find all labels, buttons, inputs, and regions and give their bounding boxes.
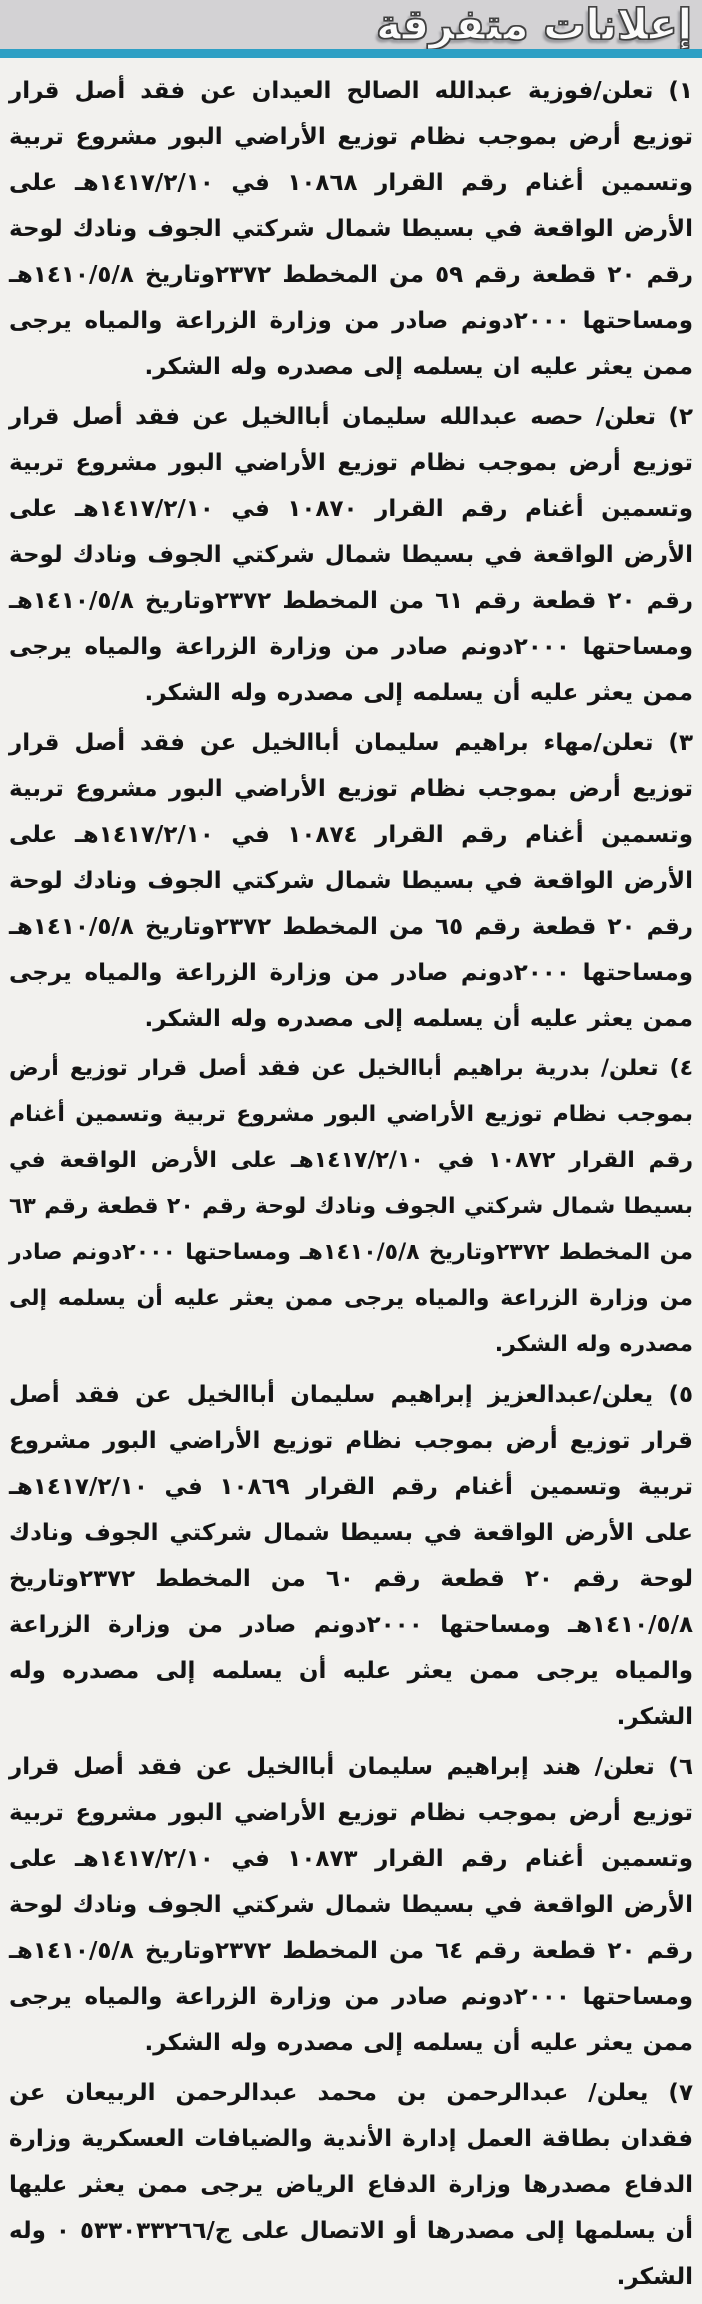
- announcement-7: ٧) يعلن/ عبدالرحمن بن محمد عبدالرحمن الربيعان عن فقدان بطاقة العمل إدارة الأندية والضيافات العسكرية وزارة الدفاع مصدرها وزارة الدفاع الرياض يرجى ممن يعثر عليها أن يسلمها إلى مصدرها أو الاتصال على ج/٥٣٣٠٣٣٢٦٦ ٠ وله الشكر.: [9, 2080, 694, 2290]
- section-title: إعلانات متفرقة: [376, 0, 692, 49]
- announcement-6: ٦) تعلن/ هند إبراهيم سليمان أباالخيل عن فقد أصل قرار توزيع أرض بموجب نظام توزيع الأراضي البور مشروع تربية وتسمين أغنام رقم القرار ١٠٨٧٣ في ١٤١٧/٢/١٠هـ على الأرض الواقعة في بسيطا شمال شركتي الجوف ونادك لوحة رقم ٢٠ قطعة رقم ٦٤ من المخطط ٢٣٧٢وتاريخ ١٤١٠/٥/٨هـ ومساحتها ٢٠٠٠دونم صادر من وزارة الزراعة والمياه يرجى ممن يعثر عليه أن يسلمه إلى مصدره وله الشكر.: [9, 1754, 694, 2056]
- announcement-5: ٥) يعلن/عبدالعزيز إبراهيم سليمان أباالخيل عن فقد أصل قرار توزيع أرض بموجب نظام توزيع الأراضي البور مشروع تربية وتسمين أغنام رقم القرار ١٠٨٦٩ في ١٤١٧/٢/١٠هـ على الأرض الواقعة في بسيطا شمال شركتي الجوف ونادك لوحة رقم ٢٠ قطعة رقم ٦٠ من المخطط ٢٣٧٢وتاريخ ١٤١٠/٥/٨هـ ومساحتها ٢٠٠٠دونم صادر من وزارة الزراعة والمياه يرجى ممن يعثر عليه أن يسلمه إلى مصدره وله الشكر.: [9, 1382, 694, 1730]
- section-header: [0, 0, 702, 49]
- announcement-2: ٢) تعلن/ حصه عبدالله سليمان أباالخيل عن فقد أصل قرار توزيع أرض بموجب نظام توزيع الأراضي البور مشروع تربية وتسمين أغنام رقم القرار ١٠٨٧٠ في ١٤١٧/٢/١٠هـ على الأرض الواقعة في بسيطا شمال شركتي الجوف ونادك لوحة رقم ٢٠ قطعة رقم ٦١ من المخطط ٢٣٧٢وتاريخ ١٤١٠/٥/٨هـ ومساحتها ٢٠٠٠دونم صادر من وزارة الزراعة والمياه يرجى ممن يعثر عليه أن يسلمه إلى مصدره وله الشكر.: [9, 404, 694, 706]
- teal-divider: [0, 49, 702, 58]
- announcement-1: ١) تعلن/فوزية عبدالله الصالح العيدان عن فقد أصل قرار توزيع أرض بموجب نظام توزيع الأراضي البور مشروع تربية وتسمين أغنام رقم القرار ١٠٨٦٨ في ١٤١٧/٢/١٠هـ على الأرض الواقعة في بسيطا شمال شركتي الجوف ونادك لوحة رقم ٢٠ قطعة رقم ٥٩ من المخطط ٢٣٧٢وتاريخ ١٤١٠/٥/٨هـ ومساحتها ٢٠٠٠دونم صادر من وزارة الزراعة والمياه يرجى ممن يعثر عليه ان يسلمه إلى مصدره وله الشكر.: [9, 78, 694, 380]
- announcement-4: ٤) تعلن/ بدرية براهيم أباالخيل عن فقد أصل قرار توزيع أرض بموجب نظام توزيع الأراضي البور مشروع تربية وتسمين أغنام رقم القرار ١٠٨٧٢ في ١٤١٧/٢/١٠هـ على الأرض الواقعة في بسيطا شمال شركتي الجوف ونادك لوحة رقم ٢٠ قطعة رقم ٦٣ من المخطط ٢٣٧٢وتاريخ ١٤١٠/٥/٨هـ ومساحتها ٢٠٠٠دونم صادر من وزارة الزراعة والمياه يرجى ممن يعثر عليه أن يسلمه إلى مصدره وله الشكر.: [9, 1056, 694, 1357]
- announcement-3: ٣) تعلن/مهاء براهيم سليمان أباالخيل عن فقد أصل قرار توزيع أرض بموجب نظام توزيع الأراضي البور مشروع تربية وتسمين أغنام رقم القرار ١٠٨٧٤ في ١٤١٧/٢/١٠هـ على الأرض الواقعة في بسيطا شمال شركتي الجوف ونادك لوحة رقم ٢٠ قطعة رقم ٦٥ من المخطط ٢٣٧٢وتاريخ ١٤١٠/٥/٨هـ ومساحتها ٢٠٠٠دونم صادر من وزارة الزراعة والمياه يرجى ممن يعثر عليه أن يسلمه إلى مصدره وله الشكر.: [9, 730, 694, 1032]
- announcements-list: [0, 58, 702, 2304]
